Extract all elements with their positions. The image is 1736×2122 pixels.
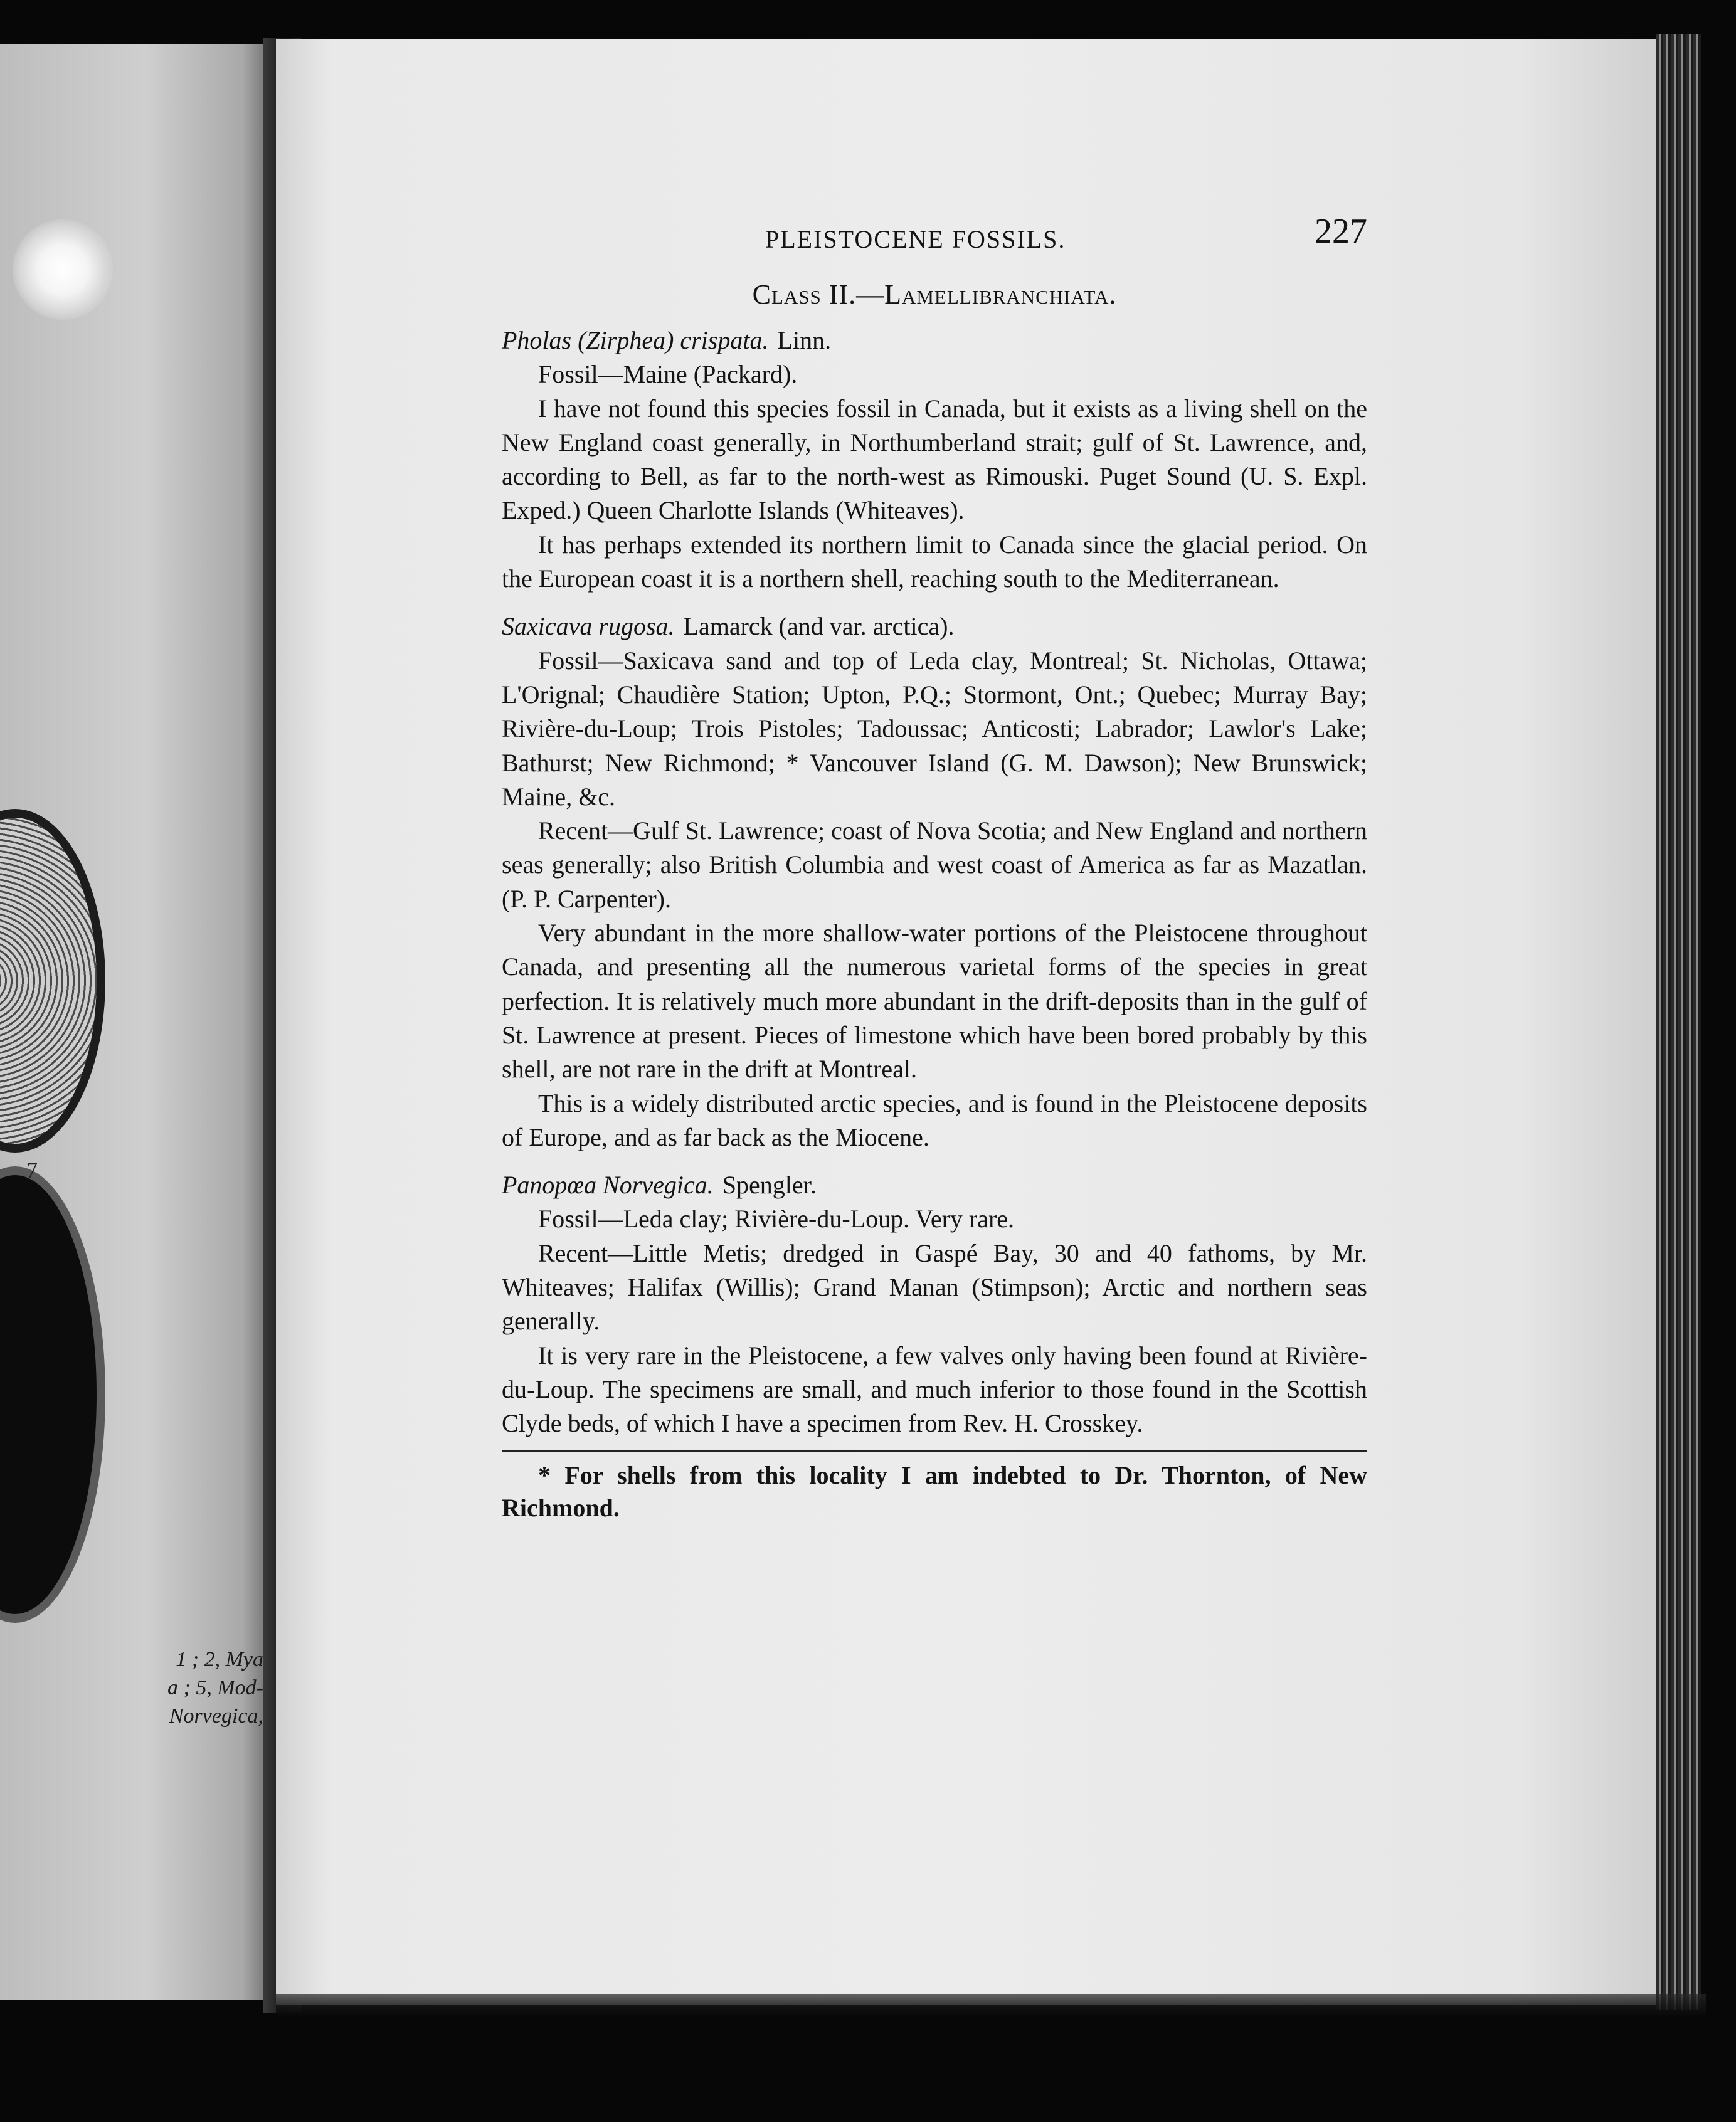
paragraph: This is a widely distributed arctic species, and is found in the Pleistocene deposits of Europe, and as far back as the Miocene.	[502, 1089, 1367, 1151]
paragraph: Fossil—Maine (Packard).	[538, 360, 798, 389]
species-name: Saxicava rugosa.	[502, 612, 675, 641]
species-authority: Linn.	[777, 326, 832, 354]
page-edges	[1656, 34, 1701, 2010]
paragraph: It is very rare in the Pleistocene, a few valves only having been found at Rivière-du-Loup. The specimens are small, and much inferior to those found in the Scottish Clyde beds, of which I have a specimen from Rev. H. Crosskey.	[502, 1341, 1367, 1438]
paragraph: Fossil—Leda clay; Rivière-du-Loup. Very rare.	[538, 1205, 1015, 1233]
figure-number: 7	[26, 1158, 38, 1183]
shell-illustration-lower	[0, 1166, 105, 1623]
species-entry-heading	[502, 324, 1367, 357]
page-text	[502, 212, 1367, 1524]
page-number: 227	[1315, 212, 1367, 251]
species-entry-heading	[502, 1168, 1367, 1202]
species-entry-heading	[502, 610, 1367, 643]
light-glare	[13, 219, 113, 320]
footnote: * For shells from this locality I am indebted to Dr. Thornton, of New Richmond.	[502, 1460, 1367, 1522]
running-head: PLEISTOCENE FOSSILS.	[765, 225, 1066, 253]
figure-caption-line: Norvegica,	[169, 1704, 263, 1728]
species-authority: Lamarck (and var. arctica).	[683, 612, 955, 641]
figure-caption-line: 1 ; 2, Mya	[176, 1648, 263, 1671]
paragraph: Recent—Gulf St. Lawrence; coast of Nova Scotia; and New England and northern seas generally; also British Columbia and west coast of America as far as Mazatlan. (P. P. Carpenter).	[502, 816, 1367, 913]
species-authority: Spengler.	[722, 1171, 817, 1200]
paragraph: Fossil—Saxicava sand and top of Leda clay, Montreal; St. Nicholas, Ottawa; L'Orignal; Chaudière Station; Upton, P.Q.; Stormont, Ont.; Quebec; Murray Bay; Rivière-du-Loup; Trois Pistoles; Tadoussac; Anticosti; Labrador; Lawlor's Lake; Bathurst; New Richmond; * Vancouver Island (G. M. Dawson); New Brunswick; Maine, &c.	[502, 646, 1367, 811]
paragraph: Very abundant in the more shallow-water portions of the Pleistocene throughout Canada, and presenting all the numerous varietal forms of the species in great perfection. It is relatively much more abundant in the drift-deposits than in the gulf of St. Lawrence at present. Pieces of limestone which have been bored probably by this shell, are not rare in the drift at Montreal.	[502, 919, 1367, 1084]
paragraph: I have not found this species fossil in Canada, but it exists as a living shell on the New England coast generally, in Northumberland strait; gulf of St. Lawrence, and, according to Bell, as far to the north-west as Rimouski. Puget Sound (U. S. Expl. Exped.) Queen Charlotte Islands (Whiteaves).	[502, 394, 1367, 525]
paragraph: It has perhaps extended its northern limit to Canada since the glacial period. On the European coast it is a northern shell, reaching south to the Mediterranean.	[502, 530, 1367, 593]
page-header	[502, 212, 1367, 266]
paragraph: Recent—Little Metis; dredged in Gaspé Bay, 30 and 40 fathoms, by Mr. Whiteaves; Halifax (Willis); Grand Manan (Stimpson); Arctic and northern seas generally.	[502, 1238, 1367, 1336]
footnote-rule	[502, 1450, 1367, 1452]
species-name: Panopœa Norvegica.	[502, 1171, 714, 1200]
shell-illustration-upper	[0, 809, 105, 1153]
species-name: Pholas (Zirphea) crispata.	[502, 326, 769, 354]
figure-caption-line: a ; 5, Mod-	[167, 1676, 263, 1699]
facing-page-left	[0, 44, 263, 2000]
class-heading: Class II.—Lamellibranchiata.	[752, 279, 1117, 310]
page-bottom-shadow	[276, 1994, 1706, 2019]
